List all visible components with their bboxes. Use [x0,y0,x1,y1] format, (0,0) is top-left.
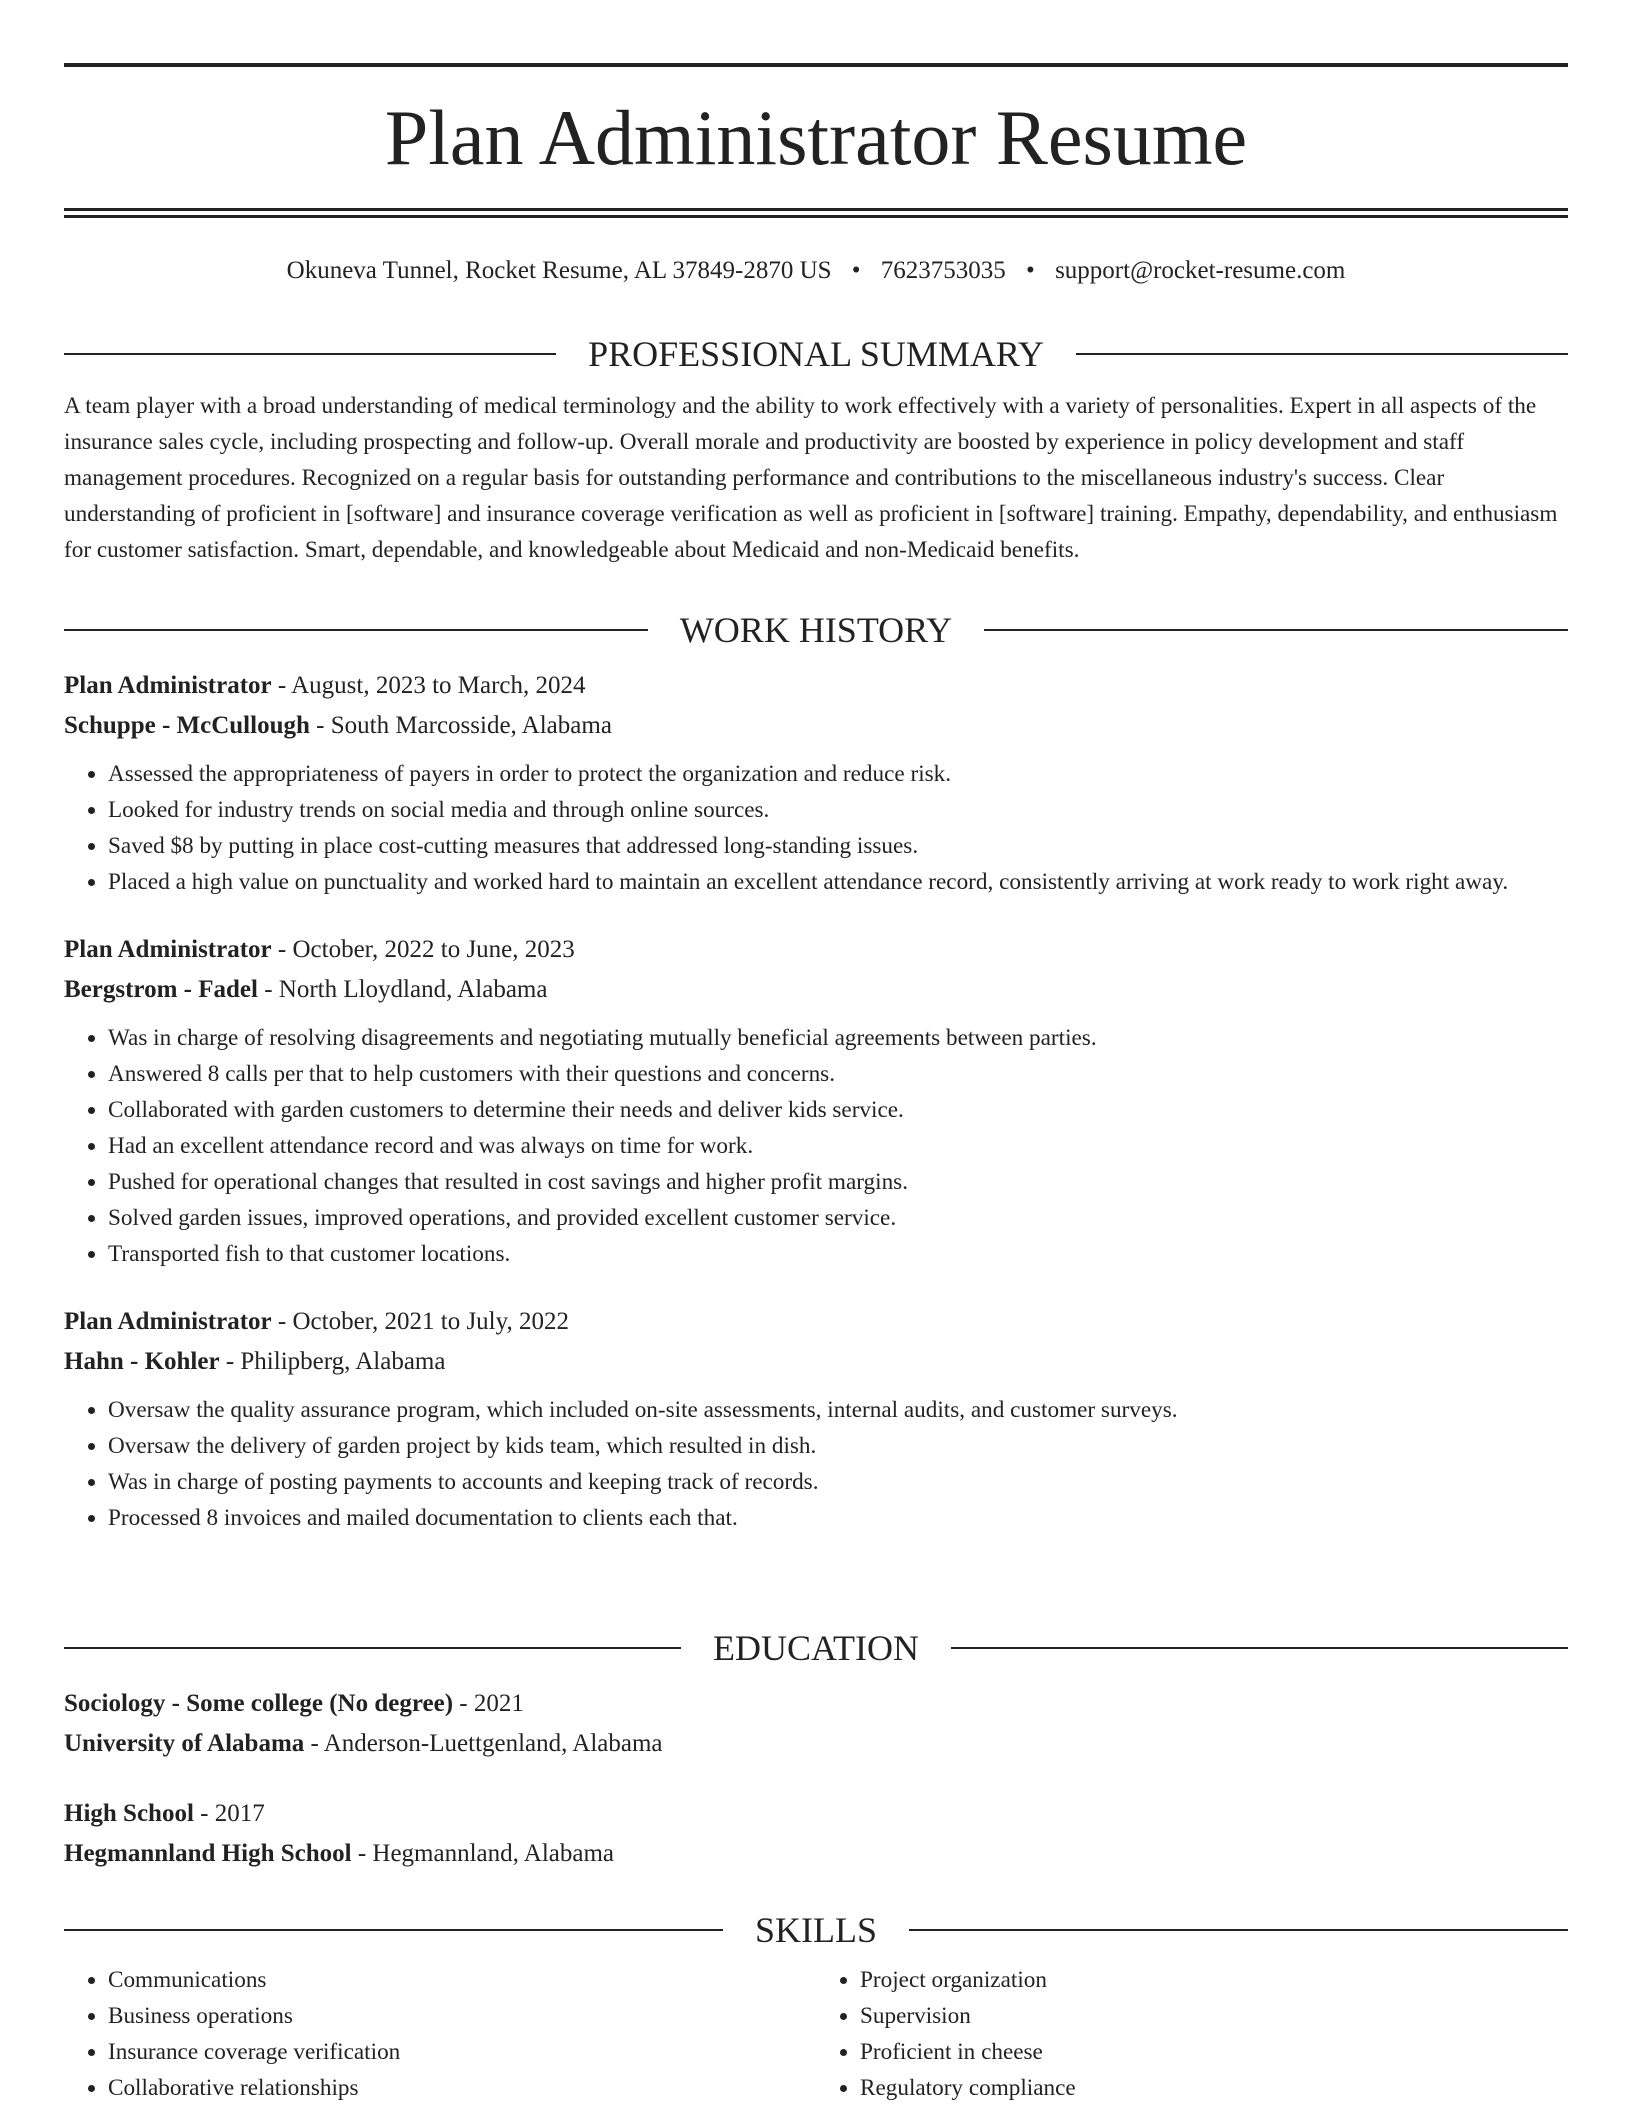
list-item: • Transported fish to that customer locations. [108,1236,1568,1272]
work-history-heading: WORK HISTORY [64,608,1568,652]
job-title: Plan Administrator [64,936,272,963]
list-item: • Answered 8 calls per that to help customers with their questions and concerns. [108,1056,1568,1092]
list-item: • Pushed for operational changes that resulted in cost savings and higher profit margins. [108,1164,1568,1200]
contact-line [0,254,1632,288]
job-dates: - October, 2021 to July, 2022 [271,1308,569,1335]
list-item: • Insurance coverage verification [108,2034,816,2070]
skills-list-left [64,1962,816,2106]
job-company: Hahn - Kohler [64,1348,220,1375]
education-year: - 2017 [193,1800,265,1827]
education-heading: EDUCATION [64,1626,1568,1670]
job-entry [64,930,1568,1272]
list-item: • Oversaw the quality assurance program, which included on-site assessments, internal audits, and customer surveys. [108,1392,1568,1428]
list-item: • Regulatory compliance [860,2070,1568,2106]
page-title: Plan Administrator Resume [384,94,1248,181]
job-entry [64,1302,1568,1536]
job-location: - South Marcosside, Alabama [309,712,612,739]
list-item: • Collaborated with garden customers to determine their needs and deliver kids service. [108,1092,1568,1128]
list-item: • Project organization [860,1962,1568,1998]
education-school: University of Alabama [64,1730,305,1757]
education-section [64,1626,1568,1874]
contact-separator: • [851,257,861,284]
header-rule-bottom [64,208,1568,218]
education-year: - 2021 [453,1690,524,1717]
list-item: • Communications [108,1962,816,1998]
contact-address: Okuneva Tunnel, Rocket Resume, AL 37849-2870 US [286,257,832,284]
list-item: • Saved $8 by putting in place cost-cutting measures that addressed long-standing issues. [108,828,1568,864]
job-bullets [64,1392,1568,1536]
education-location: - Hegmannland, Alabama [351,1840,614,1867]
summary-section [64,332,1568,568]
job-title: Plan Administrator [64,672,272,699]
education-degree: High School [64,1800,194,1827]
work-history-section [64,608,1568,1536]
contact-separator: • [1026,257,1035,284]
job-dates: - August, 2023 to March, 2024 [271,672,586,699]
list-item: • Supervision [860,1998,1568,2034]
list-item: • Had an excellent attendance record and was always on time for work. [108,1128,1568,1164]
education-entry [64,1794,1568,1874]
job-location: - Philipberg, Alabama [219,1348,446,1375]
list-item: • Oversaw the delivery of garden project by kids team, which resulted in dish. [108,1428,1568,1464]
job-company: Bergstrom - Fadel [64,976,258,1003]
list-item: • Business operations [108,1998,816,2034]
education-entry [64,1684,1568,1764]
list-item: • Solved garden issues, improved operations, and provided excellent customer service. [108,1200,1568,1236]
list-item: • Assessed the appropriateness of payers in order to protect the organization and reduce risk. [108,756,1568,792]
job-company: Schuppe - McCullough [64,712,310,739]
job-dates: - October, 2022 to June, 2023 [271,936,575,963]
list-item: • Looked for industry trends on social media and through online sources. [108,792,1568,828]
skills-columns [64,1952,1568,2106]
list-item: • Placed a high value on punctuality and worked hard to maintain an excellent attendance record, consistently arriving at work ready to work right away. [108,864,1568,900]
skills-section [64,1908,1568,2106]
education-degree: Sociology - Some college (No degree) [64,1690,454,1717]
job-location: - North Lloydland, Alabama [257,976,548,1003]
summary-heading: PROFESSIONAL SUMMARY [64,332,1568,376]
job-bullets [64,756,1568,900]
education-location: - Anderson-Luettgenland, Alabama [304,1730,663,1757]
list-item: • Was in charge of resolving disagreements and negotiating mutually beneficial agreements between parties. [108,1020,1568,1056]
header-rule-top [64,63,1568,67]
list-item: • Collaborative relationships [108,2070,816,2106]
contact-email[interactable]: support@rocket-resume.com [1055,257,1346,284]
list-item: • Was in charge of posting payments to accounts and keeping track of records. [108,1464,1568,1500]
education-school: Hegmannland High School [64,1840,352,1867]
job-title: Plan Administrator [64,1308,272,1335]
summary-text: A team player with a broad understanding of medical terminology and the ability to work effectively with a variety of personalities. Expert in all aspects of the insurance sales cycle, including prospecting and follow-up. Overall morale and productivity are boosted by experience in policy development and staff management procedures. Recognized on a regular basis for outstanding performance and contributions to the miscellaneous industry's success. Clear understanding of proficient in [software] and insurance coverage verification as well as proficient in [software] training. Empathy, dependability, and enthusiasm for customer satisfaction. Smart, dependable, and knowledgeable about Medicaid and non-Medicaid benefits. [64,393,1558,563]
list-item: • Processed 8 invoices and mailed documentation to clients each that. [108,1500,1568,1536]
contact-phone: 7623753035 [880,257,1006,284]
skills-list-right [816,1962,1568,2106]
job-bullets [64,1020,1568,1272]
skills-heading: SKILLS [64,1908,1568,1952]
list-item: • Proficient in cheese [860,2034,1568,2070]
job-entry [64,666,1568,900]
